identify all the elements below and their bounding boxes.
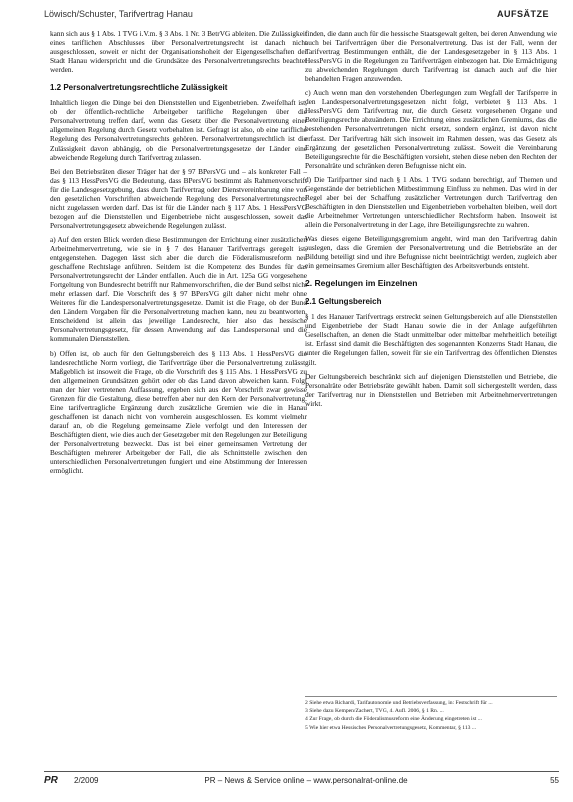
paragraph: § 1 des Hanauer Tarifvertrags erstreckt seinen Geltungsbereich auf alle Dienststellen und Eigenbetriebe der Stadt Hanau sowie die in der Anlage aufgeführten Gesellschaften, an denen die Stadt unmittelbar oder mittelbar mehrheitlich beteiligt ist. Erfasst sind damit die Beschäftigten des sogenannten Konzerns Stadt Hanau, die unter die Regelungen fallen, soweit für sie ein Tarifvertrag des öffentlichen Dienstes gilt. (305, 312, 557, 367)
paragraph: Der Geltungsbereich beschränkt sich auf diejenigen Dienststellen und Betriebe, die Personalräte oder Betriebsräte gewählt haben. Damit soll sichergestellt werden, dass der Tarifvertrag nur in Dienststellen und Betrieben mit Arbeitnehmervertretungen wirkt. (305, 371, 557, 408)
page-number: 55 (550, 776, 559, 785)
running-title: Löwisch/Schuster, Tarifvertrag Hanau (44, 9, 193, 19)
section-label: AUFSÄTZE (497, 9, 549, 19)
section-heading: 2. Regelungen im Einzelnen (305, 278, 418, 289)
paragraph: a) Auf den ersten Blick werden diese Bestimmungen der Errichtung einer zusätzlichen Arbeitnehmervertretung, wie sie in § 7 des Hanauer Tarifvertrags geregelt ist, entgegenstehen. Dagegen lässt sich aber die durch die Föderalismusreform neu geschaffene Rechtslage anführen. Seitdem ist die Kompetenz des Bundes für das Personalvertretungsrecht der Länder entfallen. Auch die in Art. 125a GG vorgesehene Fortgeltung von Bundesrecht betrifft nur Rahmenvorschriften, die der Bund selbst nicht mehr erlassen darf. Die Vorschrift des § 97 BPersVG gilt daher nicht mehr ohne Weiteres für die Landespersonalvertretungsgesetze. Damit ist die Frage, ob der Bund den Ländern Vorgaben für die Personalvertretung machen kann, neu zu beantworten. Entscheidend ist allein das jeweilige Landesrecht, hier also das hessische Personalvertretungsgesetz, für dessen Anwendung auf das Landespersonal und die kommunalen Dienststellen. (50, 234, 307, 344)
paragraph: b) Offen ist, ob auch für den Geltungsbereich des § 113 Abs. 1 HessPersVG die landesrechtliche Norm vorliegt, die Tarifverträge über die Personalvertretung zulässt. Maßgeblich ist insoweit die Frage, ob die Vorschrift des § 115 Abs. 1 HessPersVG zu den allgemeinen Grundsätzen gehört oder ob das Land davon abweichen kann. Folgt man der hier vertretenen Auffassung, ergeben sich aus der Vorschrift zwar gewisse Grenzen für die Gestaltung, diese betreffen aber nur den Kern der Personalvertretung. Eine tarifvertragliche Ergänzung durch zusätzliche Gremien wie die in Hanau geschaffenen ist danach nicht von vornherein ausgeschlossen. Es kommt vielmehr darauf an, ob die Regelung gemeinsame Ziele verfolgt und den Interessen der Beschäftigten dient, wie dies auch der Gesetzgeber mit den Regelungen zur Beteiligung der Personalvertretung bezweckt. Das ist bei einer gemeinsamen Vertretung der Beschäftigten mehrerer Arbeitgeber der Fall, die als Schnittstelle zwischen den unterschiedlichen Personalvertretungen fungiert und eine Abstimmung der Interessen ermöglicht. (50, 348, 307, 476)
footnote: 5 Wie hier etwa Hessisches Personalvertretungsgesetz, Kommentar, § 113 ... (305, 724, 477, 731)
issue-number: 2/2009 (74, 776, 99, 785)
paragraph: finden, die dann auch für die hessische Staatsgewalt gelten, bei deren Anwendung wie auch bei Tarifverträgen über die Personalvertretung. Das ist der Fall, wenn der Tarifvertrag Bestimmungen enthält, die der Landesgesetzgeber in § 113 Abs. 1 HessPersVG in die Regelungen zu Tarifverträgen einbezogen hat. Die Ermächtigung zu abweichenden Regelungen durch Tarifvertrag ist danach auch auf die hier behandelten Fragen anzuwenden. (305, 29, 557, 84)
right-column (305, 29, 557, 413)
footnote: 2 Siehe etwa Richardi, Tarifautonomie und Betriebsverfassung, in: Festschrift für ... (305, 700, 493, 706)
magazine-logo: PR (44, 775, 58, 786)
paragraph: Bei den Betriebsräten dieser Träger hat der § 97 BPersVG und – als konkreter Fall – das § 113 HessPersVG die Bedeutung, dass BPersVG bestimmt als Rahmenvorschrift für die Landesgesetzgebung, dass durch Tarifvertrag oder Dienstvereinbarung eine von den gesetzlichen Vorschriften abweichende Regelung des Personalvertretungsrechts nicht zugelassen werden darf. Das ist für die Länder nach § 117 Abs. 1 HessPersVG bezogen auf die Dienststellen und Eigenbetriebe nicht ausgeschlossen, soweit das Personalvertretungsgesetz abweichende Regelungen zulässt. (50, 166, 307, 230)
page-header (0, 0, 573, 26)
paragraph: Inhaltlich liegen die Dinge bei den Dienststellen und Eigenbetrieben. Zweifelhaft ist, ob der öffentlich-rechtliche Arbeitgeber tarifliche Regelungen über die Personalvertretung treffen darf, wenn das Gesetz über die Personalvertretung einer allgemeinen Regelung durch Gesetz vorbehalten ist. Gefragt ist also, ob eine tarifliche Regelung des Personalvertretungsrechts gehören. Personalvertretungsrechtlich ist die Zulässigkeit davon abhängig, ob die Personalvertretungsgesetze der Länder eine abweichende Regelung durch Tarifvertrag zulassen. (50, 98, 307, 162)
footnote: 4 Zur Frage, ob durch die Föderalismusreform eine Änderung eingetreten ist ... (305, 716, 482, 723)
paragraph: kann sich aus § 1 Abs. 1 TVG i.V.m. § 3 Abs. 1 Nr. 3 BetrVG ableiten. Die Zulässigkeit eines tariflichen Abschlusses über Personalvertretungsrecht ist danach nicht ausgeschlossen, soweit er nicht der Organisationshoheit der Eigengesellschaften der Stadt Hanau widerspricht und die Grundsätze des Personalvertretungsrechts beachtet werden. (50, 29, 307, 75)
left-column (50, 29, 307, 480)
paragraph: Was dieses eigene Beteiligungsgremium angeht, wird man den Tarifvertrag dahin auslegen, dass die Gremien der Personalvertretung und die Betriebsräte an der Bildung beteiligt sind und ihre Befugnisse nicht beeinträchtigt werden, zugleich aber ein gemeinsames Gremium aller Beschäftigten des Arbeitsverbunds entsteht. (305, 233, 557, 271)
footer-website[interactable]: PR – News & Service online – www.personalrat-online.de (204, 776, 408, 785)
subheading: 2.1 Geltungsbereich (305, 297, 382, 307)
paragraph: c) Auch wenn man den vorstehenden Überlegungen zum Wegfall der Tarifsperre in den Landespersonalvertretungsgesetzen nicht folgt, verbietet § 113 Abs. 1 HessPersVG dem Tarifvertrag nur, die durch Gesetz vorgesehenen Organe und Beteiligungsrechte abzuändern. Die Errichtung eines zusätzlichen Gremiums, das die bestehenden Personalvertretungen nicht ersetzt, sondern ergänzt, ist davon nicht erfasst. Der Tarifvertrag hält sich insoweit im Rahmen dessen, was das Gesetz als Ergänzung der gesetzlichen Personalvertretung zulässt. Soweit die Vereinbarung Beteiligungsrechte für die Beschäftigten vorsieht, stehen diese neben den Rechten der Personalräte und schränken deren Befugnisse nicht ein. (305, 88, 557, 170)
footnotes (305, 696, 557, 733)
subheading: 1.2 Personalvertretungsrechtliche Zulässigkeit (50, 83, 228, 93)
footnote: 3 Siehe dazu Kempen/Zachert, TVG, 4. Aufl. 2006, § 1 Rn. ... (305, 708, 444, 715)
page-footer (44, 771, 559, 788)
paragraph: d) Die Tarifpartner sind nach § 1 Abs. 1 TVG sodann berechtigt, auf Themen und Gegenstände der betrieblichen Mitbestimmung Einfluss zu nehmen. Das wird in der Regel aber bei der Schaffung zusätzlicher Vertretungen durch Tarifvertrag den Beschäftigten in den Dienststellen und Eigenbetrieben vorbehalten bleiben, weil dort die Arbeitnehmer Vertretungen unterschiedlicher Rechtsform haben. Insoweit ist allein die Personalvertretung in der Lage, ihre Beteiligungsrechte zu wahren. (305, 174, 557, 229)
